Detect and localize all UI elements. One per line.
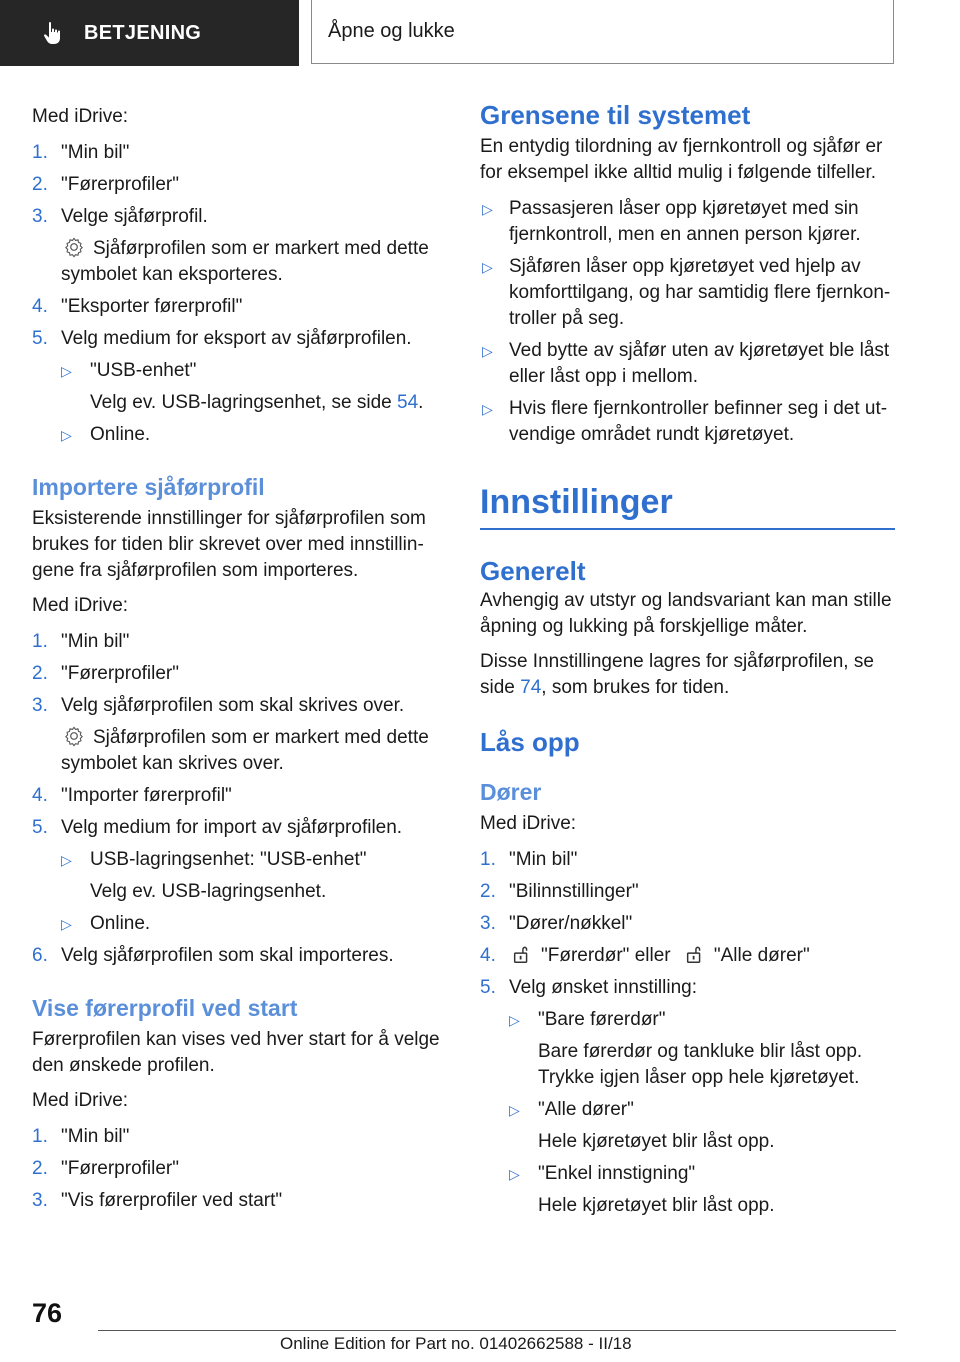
- heading-innstillinger: Innstillinger: [480, 483, 673, 521]
- unlock-steps: [480, 847, 896, 1219]
- sub-item-text: Velg ev. USB-lagringsenhet.: [90, 881, 327, 902]
- sub-item: ▷ USB-lagringsenhet: "USB-enhet": [61, 849, 367, 870]
- list-item: 1. "Min bil": [480, 848, 578, 870]
- list-item: 4. "Importer førerprofil": [32, 785, 232, 806]
- right-column: [480, 100, 896, 1219]
- heading-grensene: Grensene til systemet: [480, 100, 751, 130]
- list-item: 1. "Min bil": [32, 142, 130, 163]
- padlock-open-icon: [684, 943, 706, 965]
- list-item: 5. Velg ønsket innstilling:: [480, 976, 697, 998]
- import-text: Eksisterende innstillinger for sjåførprofilen som brukes for tiden blir skrevet over med innstillingene fra sjåførprofilen som importeres.: [32, 508, 426, 581]
- sub-item-text: Hele kjøretøyet blir låst opp.: [538, 1130, 775, 1152]
- list-item: 2. "Førerprofiler": [32, 663, 179, 684]
- generelt-text: Avhengig av utstyr og landsvariant kan man stille åpning og lukking på forskjellige måter.: [480, 589, 892, 637]
- page-link[interactable]: 74: [520, 676, 542, 698]
- heading-import: Importere sjåførprofil: [32, 474, 265, 500]
- list-item: 5. Velg medium for import av sjåførprofilen.: [32, 817, 403, 838]
- note: Sjåførprofilen som er markert med dette symbolet kan skrives over.: [61, 727, 429, 774]
- grensene-text: En entydig tilordning av fjernkontroll og sjåfør er for eksempel ikke alltid mulig i følgende tilfeller.: [480, 136, 883, 183]
- list-item: 4. "Førerdør" eller "Alle dører": [480, 944, 810, 966]
- generelt-text-2: Disse Innstillingene lagres for sjåførprofilen, se side 74, som brukes for tiden.: [480, 650, 874, 698]
- dorer-intro: Med iDrive:: [480, 812, 577, 834]
- page-number: 76: [32, 1298, 63, 1328]
- sub-item: ▷ "USB-enhet": [61, 360, 197, 381]
- sub-item: ▷ Online.: [61, 913, 151, 934]
- list-item: ▷ Passasjeren låser opp kjøretøyet med sin fjernkontroll, men en annen person kjører.: [482, 198, 861, 245]
- list-item: ▷ Ved bytte av sjåfør uten av kjøretøyet ble låst eller låst opp i mellom.: [482, 340, 890, 387]
- list-item: 1. "Min bil": [32, 631, 130, 652]
- list-item: ▷ Hvis flere fjernkontroller befinner seg i det utvendige området rundt kjøretøyet.: [482, 398, 888, 445]
- list-item: 3. "Vis førerprofiler ved start": [32, 1190, 283, 1211]
- intro-text: Med iDrive:: [32, 106, 129, 127]
- chapter-title: Åpne og lukke: [328, 20, 455, 42]
- import-steps: [32, 629, 442, 969]
- footer-edition: Online Edition for Part no. 01402662588 - II/18: [280, 1334, 632, 1353]
- page-header: [0, 0, 960, 66]
- list-item: 6. Velg sjåførprofilen som skal importeres.: [32, 945, 394, 966]
- heading-rule: [480, 528, 895, 530]
- list-item: 3. Velg sjåførprofilen som skal skrives over.: [32, 695, 405, 716]
- section-tab: [0, 0, 299, 66]
- heading-generelt: Generelt: [480, 555, 586, 586]
- footer-rule: [98, 1330, 896, 1331]
- heading-dorer: Dører: [480, 778, 542, 805]
- list-item: 2. "Bilinnstillinger": [480, 880, 639, 902]
- gear-icon: [63, 236, 85, 258]
- list-item: 1. "Min bil": [32, 1126, 130, 1147]
- sub-item: ▷ "Enkel innstigning": [509, 1162, 696, 1184]
- vise-intro: Med iDrive:: [32, 1090, 129, 1111]
- sub-item-text: Hele kjøretøyet blir låst opp.: [538, 1194, 775, 1216]
- list-item: 2. "Førerprofiler": [32, 174, 179, 195]
- list-item: ▷ Sjåføren låser opp kjøretøyet ved hjelp av komforttilgang, og har samtidig flere fjernkontroller på seg.: [482, 256, 891, 329]
- sub-item: ▷ "Bare førerdør": [509, 1008, 666, 1030]
- list-item: 4. "Eksporter førerprofil": [32, 296, 243, 317]
- sub-item: ▷ Online.: [61, 424, 151, 445]
- section-title: BETJENING: [84, 21, 202, 44]
- list-item: 3. Velge sjåførprofil.: [32, 206, 208, 227]
- import-intro: Med iDrive:: [32, 595, 129, 616]
- limitations-list: [480, 196, 896, 448]
- heading-las-opp: Lås opp: [480, 726, 580, 757]
- sub-item-text: Velg ev. USB-lagringsenhet, se side 54.: [90, 392, 424, 413]
- sub-item: ▷ "Alle dører": [509, 1098, 634, 1120]
- chapter-tab: [311, 0, 894, 64]
- hand-pointer-icon: [40, 19, 68, 47]
- vise-text: Førerprofilen kan vises ved hver start for å velge den ønskede profilen.: [32, 1029, 440, 1076]
- heading-vise: Vise førerprofil ved start: [32, 995, 298, 1021]
- note: Sjåførprofilen som er markert med dette symbolet kan eksporteres.: [61, 238, 429, 285]
- export-steps: [32, 140, 442, 448]
- vise-steps: [32, 1124, 442, 1214]
- list-item: 5. Velg medium for eksport av sjåførprofilen.: [32, 328, 412, 349]
- gear-icon: [63, 725, 85, 747]
- list-item: 2. "Førerprofiler": [32, 1158, 179, 1179]
- list-item: 3. "Dører/nøkkel": [480, 912, 633, 934]
- left-column: [32, 100, 442, 1214]
- page-link[interactable]: 54: [397, 392, 419, 413]
- padlock-open-icon: [511, 943, 533, 965]
- sub-item-text: Bare førerdør og tankluke blir låst opp. Trykke igjen låser opp hele kjøretøyet.: [538, 1040, 863, 1088]
